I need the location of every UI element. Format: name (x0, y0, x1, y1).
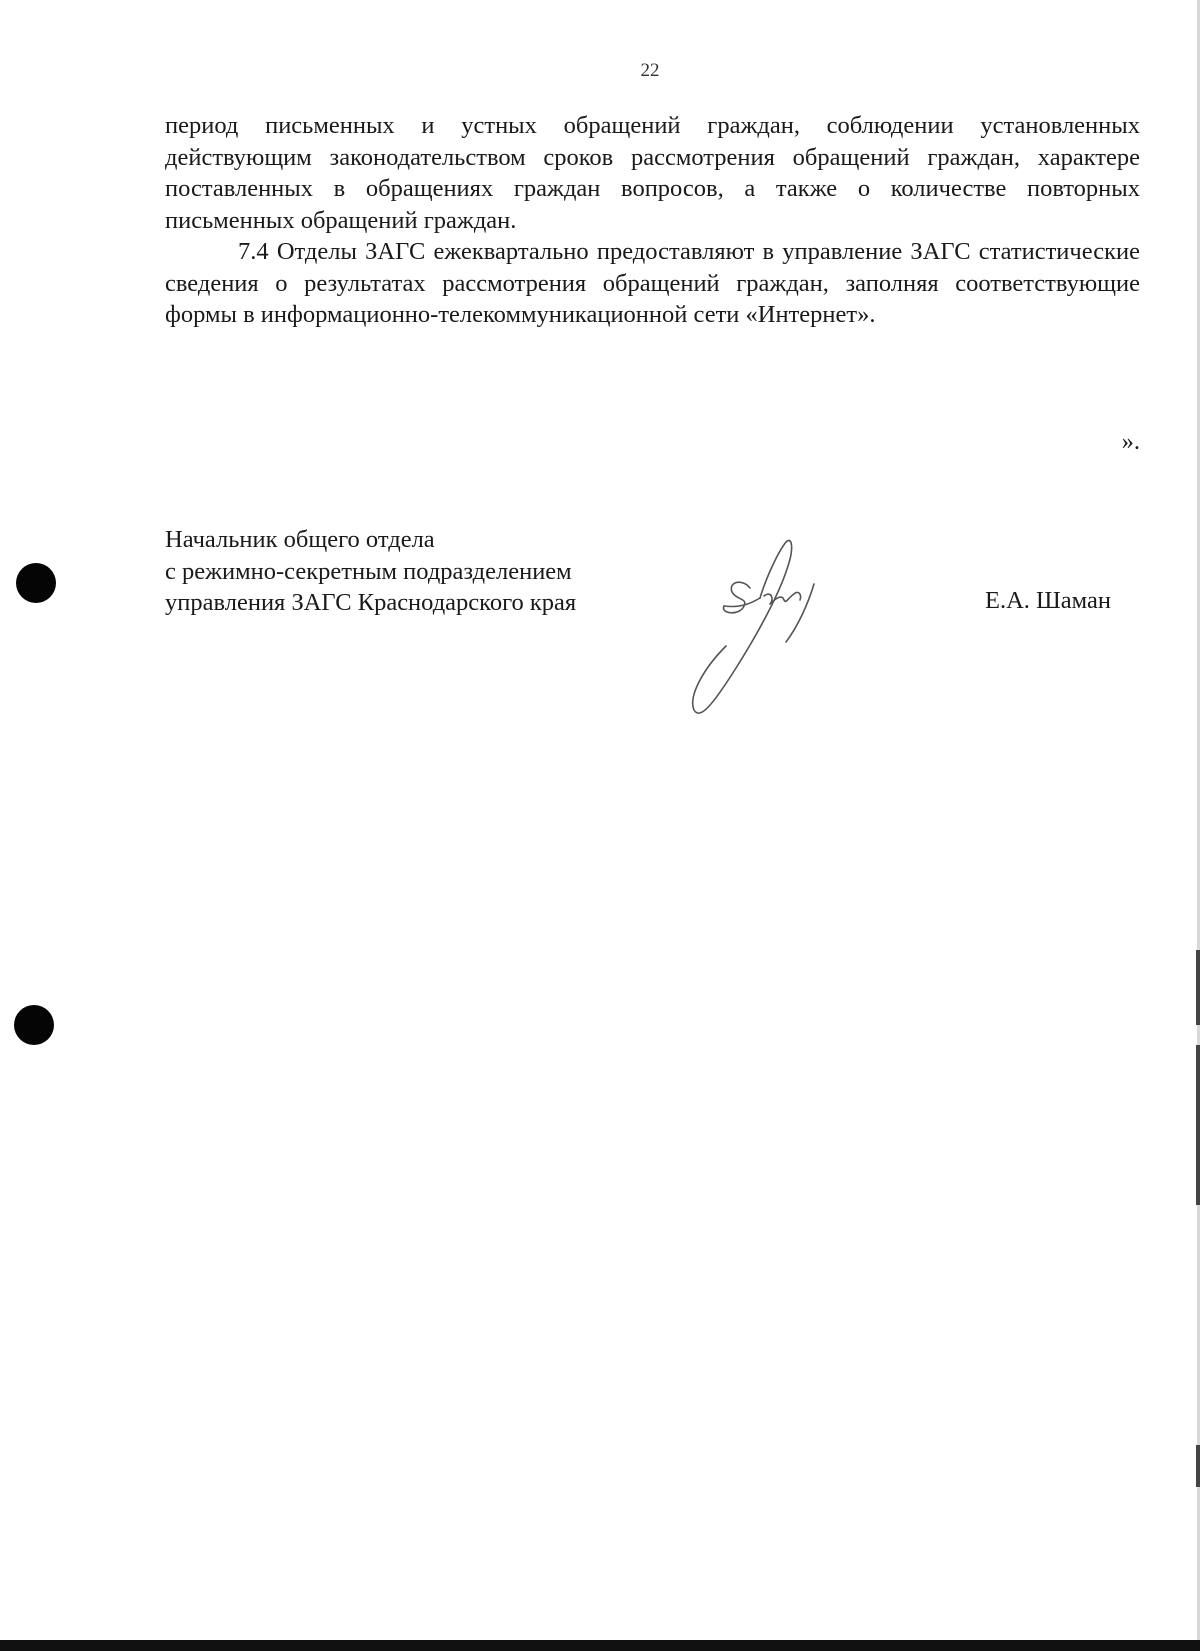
handwritten-signature (690, 538, 870, 723)
closing-quote: ». (1121, 428, 1140, 455)
position-line: Начальник общего отдела (165, 526, 435, 553)
scan-edge-mark (1196, 950, 1200, 1025)
paragraph-7-4: 7.4 Отделы ЗАГС ежеквартально предоставляют в управление ЗАГС статистические сведения о результатах рассмотрения обращений граждан, заполняя соответствующие формы в информационно-телекоммуникационной сети «Интернет». (165, 238, 1140, 328)
scan-bottom-edge (0, 1640, 1200, 1651)
scan-edge-mark (1196, 1045, 1200, 1205)
page-number: 22 (640, 60, 660, 81)
punch-hole (14, 1005, 54, 1045)
paragraph-continuation: период письменных и устных обращений граждан, соблюдении установленных действующим законодательством сроков рассмотрения обращений граждан, характере поставленных в обращениях граждан вопросов, а также о количестве повторных письменных обращений граждан. (165, 112, 1140, 234)
signatory-position (165, 524, 576, 619)
scan-edge-mark (1196, 1445, 1200, 1487)
position-line: с режимно-секретным подразделением (165, 557, 572, 585)
signer-name: Е.А. Шаман (985, 587, 1111, 614)
document-body (165, 110, 1140, 331)
punch-hole (16, 563, 56, 603)
position-line: управления ЗАГС Краснодарского края (165, 589, 577, 616)
